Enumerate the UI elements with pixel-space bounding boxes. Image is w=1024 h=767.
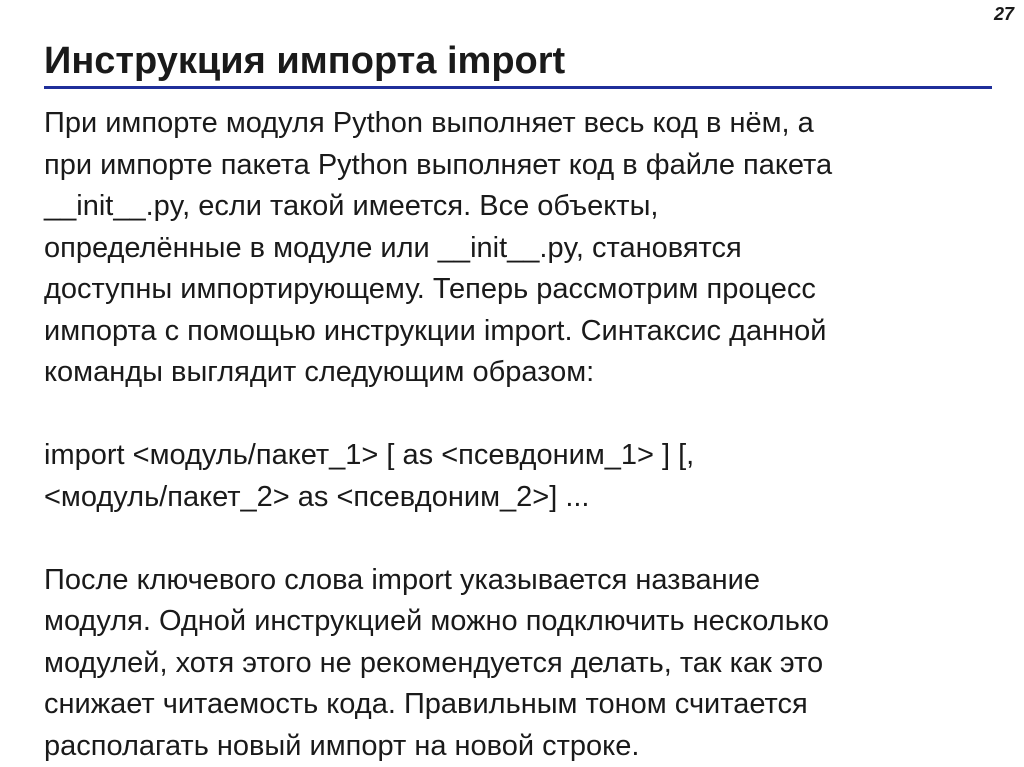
text-line: При импорте модуля Python выполняет весь код в нём, а: [44, 107, 814, 139]
text-line: модуля. Одной инструкцией можно подключить несколько: [44, 605, 829, 637]
text-line: доступны импортирующему. Теперь рассмотрим процесс: [44, 273, 816, 305]
slide-body: [44, 103, 994, 767]
text-line: при импорте пакета Python выполняет код в файле пакета: [44, 148, 833, 181]
syntax-line: import <модуль/пакет_1> [ as <псевдоним_1> ] [,: [44, 439, 695, 471]
page-number: 27: [993, 4, 1014, 24]
text-line: определённые в модуле или __init__.py, становятся: [44, 231, 742, 264]
text-line: модулей, хотя этого не рекомендуется делать, так как это: [44, 646, 824, 679]
text-line: снижает читаемость кода. Правильным тоном считается: [44, 688, 808, 720]
syntax-line: <модуль/пакет_2> as <псевдоним_2>] ...: [44, 480, 590, 513]
paragraph-gap: [44, 518, 994, 560]
paragraph-gap: [44, 394, 994, 436]
paragraph-intro: [44, 103, 994, 394]
paragraph-explanation: [44, 560, 994, 767]
text-line: импорта с помощью инструкции import. Синтаксис данной: [44, 314, 827, 347]
text-line: После ключевого слова import указывается название: [44, 563, 760, 596]
text-line: команды выглядит следующим образом:: [44, 356, 595, 388]
text-line: располагать новый импорт на новой строке.: [44, 729, 640, 762]
slide-title: Инструкция импорта import: [44, 40, 566, 82]
title-underline: [44, 86, 992, 89]
syntax-block: [44, 435, 994, 518]
text-line: __init__.py, если такой имеется. Все объекты,: [44, 190, 659, 222]
